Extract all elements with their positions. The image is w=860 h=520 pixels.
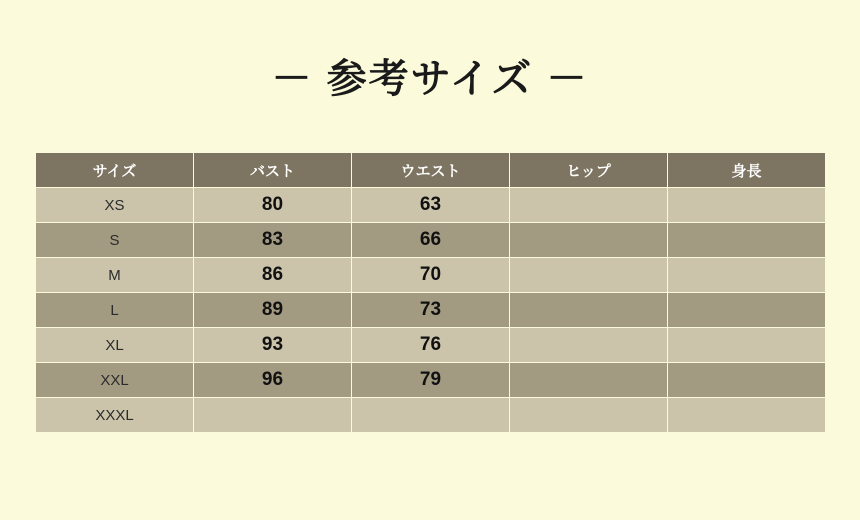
table-row [36,258,826,293]
column-header-size: サイズ [36,153,194,188]
table-row [36,293,826,328]
cell-size: S [36,223,194,258]
cell-hip [510,398,668,433]
size-table-container [35,152,825,433]
cell-bust: 80 [194,188,352,223]
column-header-hip: ヒップ [510,153,668,188]
cell-bust: 93 [194,328,352,363]
column-header-height: 身長 [668,153,826,188]
column-header-bust: バスト [194,153,352,188]
cell-bust [194,398,352,433]
cell-size: XS [36,188,194,223]
cell-waist: 63 [352,188,510,223]
size-table [35,152,826,433]
cell-size: XXXL [36,398,194,433]
cell-hip [510,188,668,223]
cell-waist: 70 [352,258,510,293]
cell-bust: 86 [194,258,352,293]
cell-hip [510,363,668,398]
cell-bust: 96 [194,363,352,398]
cell-size: XL [36,328,194,363]
cell-size: M [36,258,194,293]
table-row [36,188,826,223]
cell-height [668,398,826,433]
cell-size: XXL [36,363,194,398]
cell-height [668,223,826,258]
cell-hip [510,258,668,293]
cell-hip [510,293,668,328]
cell-height [668,188,826,223]
table-header [36,153,826,188]
cell-bust: 83 [194,223,352,258]
table-row [36,363,826,398]
column-header-waist: ウエスト [352,153,510,188]
table-body [36,188,826,433]
cell-waist: 79 [352,363,510,398]
cell-bust: 89 [194,293,352,328]
cell-waist: 76 [352,328,510,363]
table-row [36,328,826,363]
table-row [36,223,826,258]
cell-waist: 66 [352,223,510,258]
cell-waist [352,398,510,433]
cell-height [668,293,826,328]
page-title: － 参考サイズ － [271,57,589,101]
cell-hip [510,328,668,363]
cell-height [668,328,826,363]
cell-hip [510,223,668,258]
cell-size: L [36,293,194,328]
table-header-row [36,153,826,188]
table-row [36,398,826,433]
cell-waist: 73 [352,293,510,328]
cell-height [668,258,826,293]
cell-height [668,363,826,398]
